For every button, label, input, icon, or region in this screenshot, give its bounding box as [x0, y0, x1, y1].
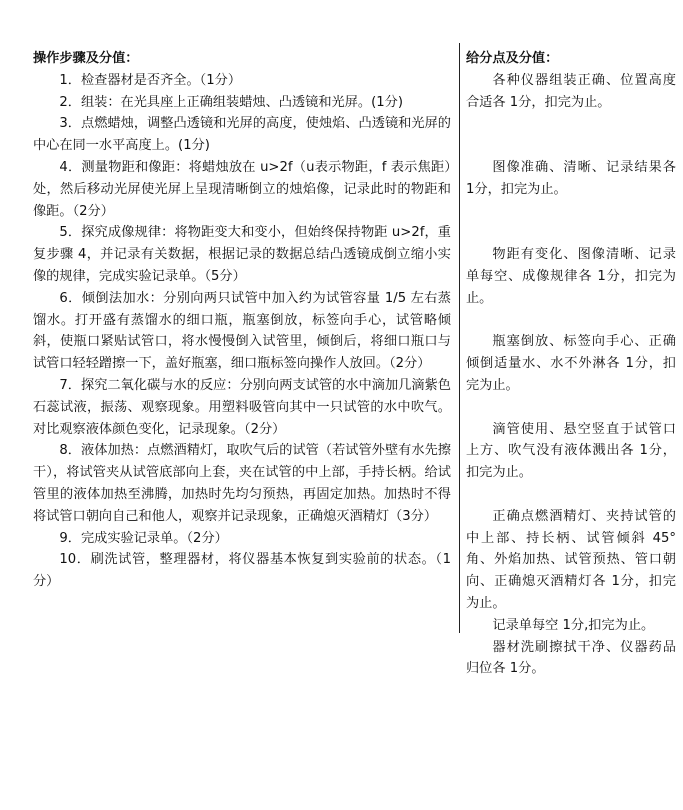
scoring-point-6: 正确点燃酒精灯、夹持试管的中上部、持长柄、试管倾斜 45°角、外焰加热、试管预热、管口朝向、正确熄灭酒精灯各 1分，扣完为止。: [466, 508, 676, 611]
scoring-point-8: 器材洗刷擦拭干净、仪器药品归位各 1分。: [466, 639, 676, 677]
step-2: 2．组装：在光具座上正确组装蜡烛、凸透镜和光屏。(1分): [59, 94, 403, 110]
operation-steps-heading: 操作步骤及分值：: [33, 51, 139, 66]
step-9: 9．完成实验记录单。（2分）: [59, 530, 228, 546]
step-4: 4．测量物距和像距：将蜡烛放在 u>2f（u表示物距，f 表示焦距）处，然后移动光屏使光屏上呈现清晰倒立的烛焰像，记录此时的物距和像距。（2分）: [33, 159, 451, 219]
step-5: 5．探究成像规律：将物距变大和变小，但始终保持物距 u>2f，重复步骤 4，并记录有关数据，根据记录的数据总结凸透镜成倒立缩小实像的规律，完成实验记录单。（5分）: [33, 225, 451, 284]
scoring-point-5: 滴管使用、悬空竖直于试管口上方、吹气没有液体溅出各 1分，扣完为止。: [466, 421, 676, 481]
step-10: 10．刷洗试管，整理器材，将仪器基本恢复到实验前的状态。（1分）: [33, 552, 451, 590]
scoring-points-column: [466, 48, 676, 680]
scoring-point-2: 图像准确、清晰、记录结果各 1分，扣完为止。: [466, 159, 676, 197]
scoring-point-3: 物距有变化、图像清晰、记录单每空、成像规律各 1分，扣完为止。: [466, 247, 676, 306]
step-3: 3．点燃蜡烛，调整凸透镜和光屏的高度，使烛焰、凸透镜和光屏的中心在同一水平高度上。(1分): [33, 116, 451, 154]
step-7: 7．探究二氧化碳与水的反应：分别向两支试管的水中滴加几滴紫色石蕊试液，振荡、观察现象。用塑料吸管向其中一只试管的水中吹气。对比观察液体颜色变化，记录现象。（2分）: [33, 377, 451, 437]
column-divider: [459, 43, 460, 633]
scoring-points-heading: 给分点及分值：: [466, 51, 559, 66]
step-1: 1．检查器材是否齐全。（1分）: [59, 72, 242, 88]
step-8: 8．液体加热：点燃酒精灯，取吹气后的试管（若试管外壁有水先擦干），将试管夹从试管底部向上套，夹在试管的中上部，手持长柄。给试管里的液体加热至沸腾，加热时先均匀预热，再固定加热。加热时不得将试管口朝向自己和他人，观察并记录现象，正确熄灭酒精灯（3分）: [33, 443, 451, 524]
step-6: 6．倾倒法加水：分别向两只试管中加入约为试管容量 1/5 左右蒸馏水。打开盛有蒸馏水的细口瓶，瓶塞倒放，标签向手心，试管略倾斜，使瓶口紧贴试管口，将水慢慢倒入试管里，倾倒后，将细口瓶口与试管口轻轻蹭擦一下，盖好瓶塞，细口瓶标签向操作人放回。（2分）: [33, 290, 451, 372]
operation-steps-column: [33, 48, 451, 593]
scoring-point-4: 瓶塞倒放、标签向手心、正确倾倒适量水、水不外淋各 1分，扣完为止。: [466, 334, 676, 393]
scoring-point-7: 记录单每空 1分,扣完为止。: [492, 617, 655, 633]
scoring-point-1: 各种仪器组装正确、位置高度合适各 1分，扣完为止。: [466, 72, 676, 110]
